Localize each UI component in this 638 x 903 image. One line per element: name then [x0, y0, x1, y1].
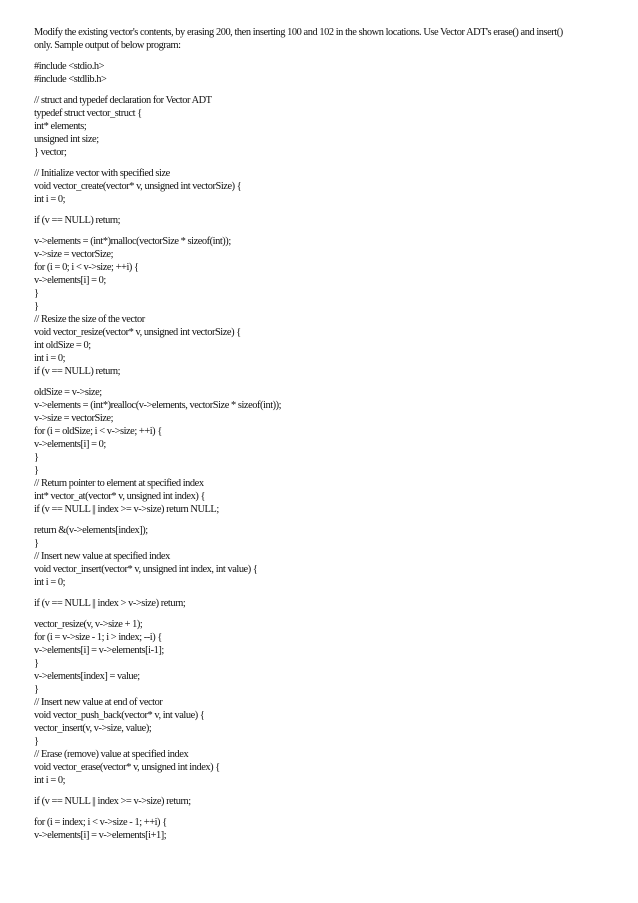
code-line: typedef struct vector_struct { — [34, 108, 142, 119]
code-block — [34, 167, 614, 206]
code-block — [34, 618, 614, 787]
code-line: int oldSize = 0; — [34, 340, 91, 351]
instruction-line: Modify the existing vector's contents, by erasing 200, then inserting 100 and 102 in the shown locations. Use Vector ADT's erase() and insert() — [34, 27, 563, 38]
code-line: for (i = oldSize; i < v->size; ++i) { — [34, 426, 162, 437]
code-line: void vector_erase(vector* v, unsigned int index) { — [34, 762, 220, 773]
document-page — [34, 26, 614, 850]
code-line: void vector_insert(vector* v, unsigned int index, int value) { — [34, 564, 258, 575]
code-line: } vector; — [34, 147, 67, 158]
instructions-paragraph — [34, 26, 614, 52]
code-line: v->elements = (int*)malloc(vectorSize * sizeof(int)); — [34, 236, 231, 247]
code-line: oldSize = v->size; — [34, 387, 102, 398]
code-block — [34, 795, 614, 808]
code-line: for (i = 0; i < v->size; ++i) { — [34, 262, 139, 273]
code-line: // Return pointer to element at specified index — [34, 478, 204, 489]
code-line: v->elements[i] = 0; — [34, 439, 106, 450]
code-line: v->elements[i] = 0; — [34, 275, 106, 286]
code-line: for (i = v->size - 1; i > index; --i) { — [34, 632, 162, 643]
code-line: void vector_resize(vector* v, unsigned int vectorSize) { — [34, 327, 241, 338]
code-line: v->elements[i] = v->elements[i+1]; — [34, 830, 167, 841]
code-line: } — [34, 736, 39, 747]
code-block — [34, 524, 614, 589]
code-line: // Insert new value at specified index — [34, 551, 170, 562]
code-line: } — [34, 452, 39, 463]
code-line: // Resize the size of the vector — [34, 314, 145, 325]
code-block — [34, 597, 614, 610]
code-line: int i = 0; — [34, 775, 66, 786]
code-line: unsigned int size; — [34, 134, 99, 145]
code-line: int* vector_at(vector* v, unsigned int index) { — [34, 491, 206, 502]
code-line: v->elements[index] = value; — [34, 671, 140, 682]
code-line: if (v == NULL || index >= v->size) return NULL; — [34, 504, 219, 515]
code-block — [34, 816, 614, 842]
code-line: if (v == NULL || index > v->size) return; — [34, 598, 186, 609]
code-line: v->size = vectorSize; — [34, 413, 114, 424]
code-line: #include <stdio.h> — [34, 61, 104, 72]
code-line: int* elements; — [34, 121, 87, 132]
code-line: vector_resize(v, v->size + 1); — [34, 619, 143, 630]
code-line: int i = 0; — [34, 577, 66, 588]
code-block — [34, 235, 614, 378]
code-block — [34, 386, 614, 516]
code-line: v->size = vectorSize; — [34, 249, 114, 260]
code-line: void vector_create(vector* v, unsigned int vectorSize) { — [34, 181, 242, 192]
code-line: } — [34, 684, 39, 695]
code-line: for (i = index; i < v->size - 1; ++i) { — [34, 817, 167, 828]
code-line: } — [34, 288, 39, 299]
code-line: } — [34, 301, 39, 312]
instruction-line: only. Sample output of below program: — [34, 40, 181, 51]
code-line: vector_insert(v, v->size, value); — [34, 723, 152, 734]
code-line: } — [34, 465, 39, 476]
code-line: int i = 0; — [34, 353, 66, 364]
code-line: // struct and typedef declaration for Vector ADT — [34, 95, 212, 106]
code-line: // Initialize vector with specified size — [34, 168, 170, 179]
code-line: } — [34, 538, 39, 549]
code-line: #include <stdlib.h> — [34, 74, 107, 85]
code-block — [34, 60, 614, 86]
code-line: v->elements = (int*)realloc(v->elements, vectorSize * sizeof(int)); — [34, 400, 282, 411]
code-line: } — [34, 658, 39, 669]
code-block — [34, 94, 614, 159]
code-line: // Erase (remove) value at specified index — [34, 749, 189, 760]
code-line: return &(v->elements[index]); — [34, 525, 148, 536]
code-listing — [34, 60, 614, 842]
code-line: void vector_push_back(vector* v, int value) { — [34, 710, 205, 721]
code-line: int i = 0; — [34, 194, 66, 205]
code-line: if (v == NULL) return; — [34, 366, 121, 377]
code-line: if (v == NULL) return; — [34, 215, 121, 226]
code-line: if (v == NULL || index >= v->size) return; — [34, 796, 191, 807]
code-block — [34, 214, 614, 227]
code-line: v->elements[i] = v->elements[i-1]; — [34, 645, 164, 656]
code-line: // Insert new value at end of vector — [34, 697, 163, 708]
